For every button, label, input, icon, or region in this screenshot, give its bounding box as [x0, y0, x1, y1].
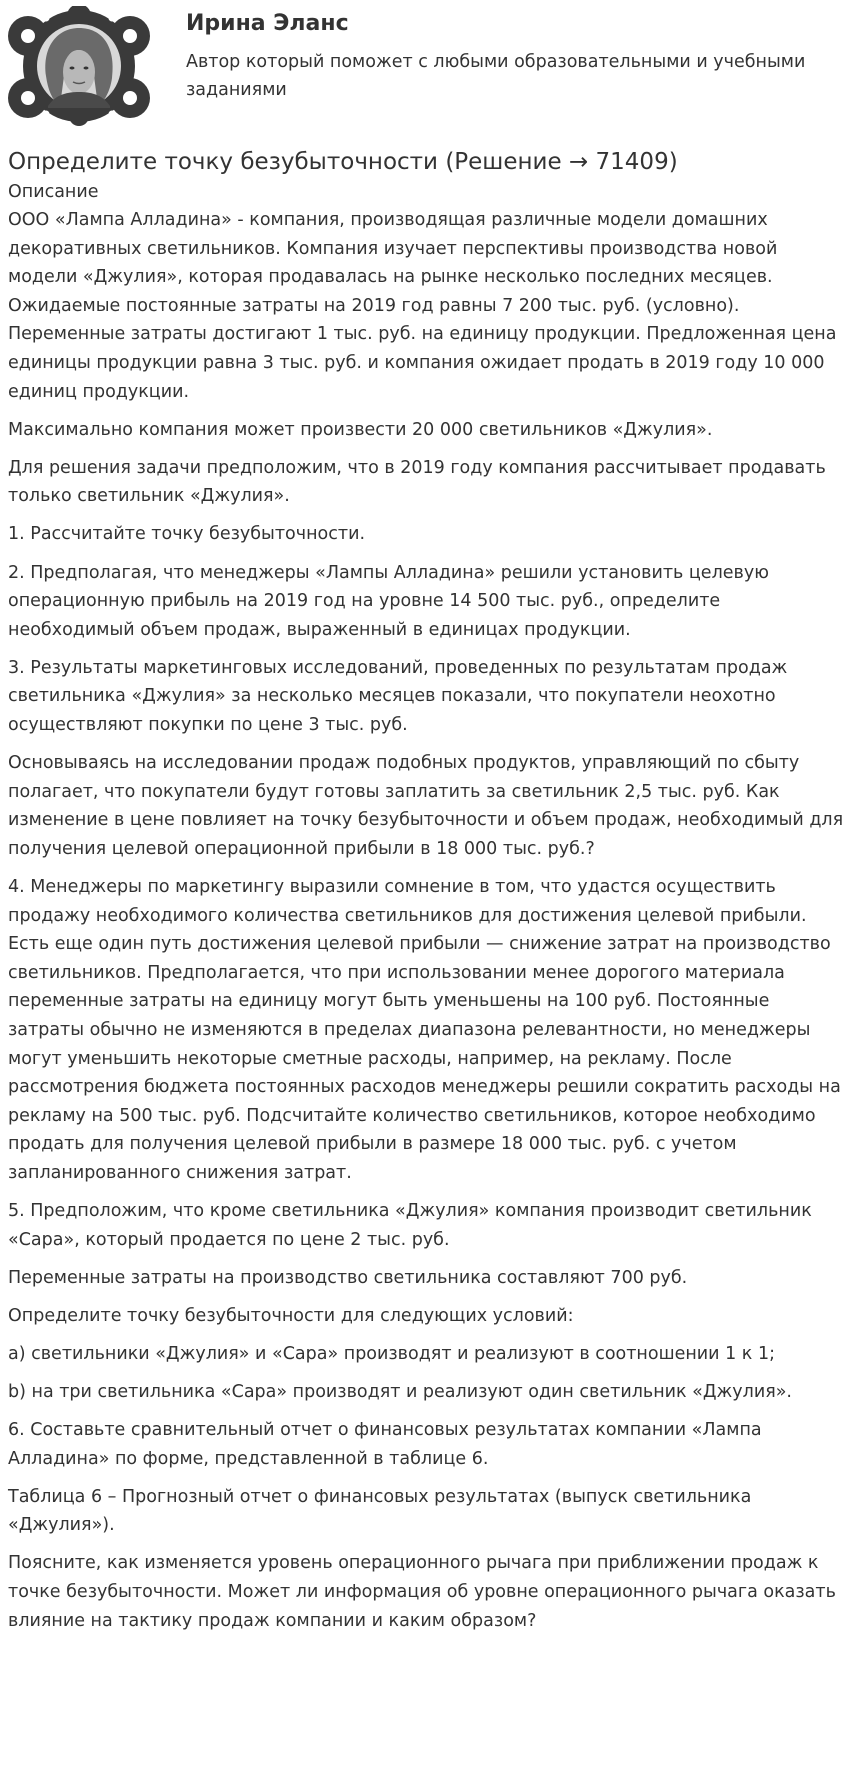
author-header: [0, 0, 847, 130]
paragraph: 3. Результаты маркетинговых исследований, проведенных по результатам продаж светильника «Джулия» за несколько месяцев показали, что покупатели неохотно осуществляют покупки по цене 3 тыс. руб.: [8, 657, 788, 735]
paragraph: 4. Менеджеры по маркетингу выразили сомнение в том, что удастся осуществить продажу необходимого количества светильников для достижения целевой прибыли. Есть еще один путь достижения целевой прибыли — снижение затрат на производство светильников. Предполагается, что при использовании менее дорогого материала переменные затраты на единицу могут быть уменьшены на 100 руб. Постоянные затраты обычно не изменяются в пределах диапазона релевантности, но менеджеры могут уменьшить некоторые сметные расходы, например, на рекламу. После рассмотрения бюджета постоянных расходов менеджеры решили сократить расходы на рекламу на 500 тыс. руб. Подсчитайте количество светильников, которое необходимо продать для получения целевой прибыли в размере 18 000 тыс. руб. с учетом запланированного снижения затрат.: [8, 876, 841, 1183]
paragraph: Для решения задачи предположим, что в 2019 году компания рассчитывает продавать только светильник «Джулия».: [8, 457, 826, 507]
paragraph: 5. Предположим, что кроме светильника «Джулия» компания производит светильник «Сара», который продается по цене 2 тыс. руб.: [8, 1201, 812, 1250]
paragraph: Основываясь на исследовании продаж подобных продуктов, управляющий по сбыту полагает, что покупатели будут готовы заплатить за светильник 2,5 тыс. руб. Как изменение в цене повлияет на точку безубыточности и объем продаж, необходимый для получения целевой операционной прибыли в 18 000 тыс. руб.?: [8, 753, 844, 859]
paragraph: Таблица 6 – Прогнозный отчет о финансовых результатах (выпуск светильника «Джулия»).: [8, 1486, 752, 1536]
task-content: [8, 146, 844, 1645]
author-description: Автор который поможет с любыми образовательными и учебными заданиями: [186, 52, 806, 100]
paragraph: Поясните, как изменяется уровень операционного рычага при приближении продаж к точке безубыточности. Может ли информация об уровне операционного рычага оказать влияние на тактику продаж компании и каким образом?: [8, 1553, 836, 1631]
page-title: Определите точку безубыточности (Решение → 71409): [8, 149, 678, 175]
paragraph: Максимально компания может произвести 20 000 светильников «Джулия».: [8, 419, 713, 440]
paragraph: 1. Рассчитайте точку безубыточности.: [8, 524, 366, 545]
paragraph: b) на три светильника «Сара» производят и реализуют один светильник «Джулия».: [8, 1381, 792, 1402]
avatar-frame-icon: [6, 6, 152, 126]
description-label: Описание: [8, 182, 99, 202]
paragraph: Определите точку безубыточности для следующих условий:: [8, 1305, 574, 1326]
paragraph: 2. Предполагая, что менеджеры «Лампы Алладина» решили установить целевую операционную прибыль на 2019 год на уровне 14 500 тыс. руб., определите необходимый объем продаж, выраженный в единицах продукции.: [8, 562, 769, 640]
avatar[interactable]: [6, 6, 152, 126]
paragraph: Переменные затраты на производство светильника составляют 700 руб.: [8, 1267, 688, 1288]
paragraph: а) светильники «Джулия» и «Сара» производят и реализуют в соотношении 1 к 1;: [8, 1343, 775, 1364]
paragraph: ООО «Лампа Алладина» - компания, производящая различные модели домашних декоративных светильников. Компания изучает перспективы производства новой модели «Джулия», которая продавалась на рынке несколько последних месяцев. Ожидаемые постоянные затраты на 2019 год равны 7 200 тыс. руб. (условно). Переменные затраты достигают 1 тыс. руб. на единицу продукции. Предложенная цена единицы продукции равна 3 тыс. руб. и компания ожидает продать в 2019 году 10 000 единиц продукции.: [8, 210, 837, 402]
paragraph: 6. Составьте сравнительный отчет о финансовых результатах компании «Лампа Алладина» по форме, представленной в таблице 6.: [8, 1420, 762, 1469]
author-name[interactable]: Ирина Эланс: [186, 11, 349, 36]
